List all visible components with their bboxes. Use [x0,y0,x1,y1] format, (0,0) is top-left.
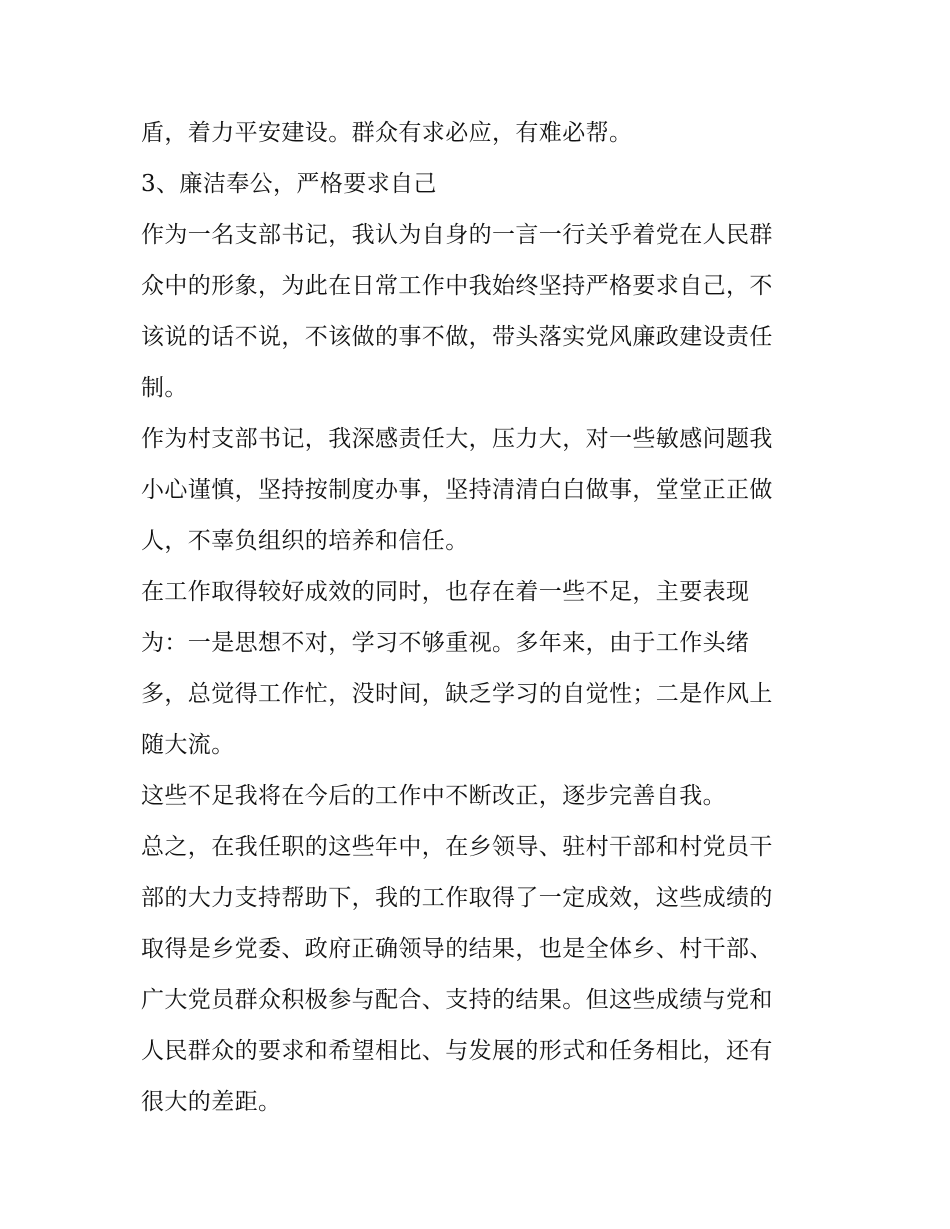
text-line: 为：一是思想不对，学习不够重视。多年来，由于工作头绪 [141,630,750,656]
text-line: 作为村支部书记，我深感责任大，压力大，对一些敏感问题我 [141,426,773,452]
section-heading: 3、廉洁奉公，严格要求自己 [141,171,437,197]
text-line: 制。 [141,375,188,401]
text-line: 人民群众的要求和希望相比、与发展的形式和任务相比，还有 [141,1038,773,1064]
text-line: 部的大力支持帮助下，我的工作取得了一定成效，这些成绩的 [141,885,773,911]
text-line: 小心谨慎，坚持按制度办事，坚持清清白白做事，堂堂正正做 [141,477,773,503]
text-line: 该说的话不说，不该做的事不做，带头落实党风廉政建设责任 [141,324,773,350]
text-line: 总之，在我任职的这些年中，在乡领导、驻村干部和村党员干 [141,834,773,860]
text-line: 盾，着力平安建设。群众有求必应，有难必帮。 [141,120,633,146]
text-line: 这些不足我将在今后的工作中不断改正，逐步完善自我。 [141,783,726,809]
document-body [141,108,821,1128]
text-line: 很大的差距。 [141,1089,282,1115]
text-line: 众中的形象，为此在日常工作中我始终坚持严格要求自己，不 [141,273,773,299]
text-line: 取得是乡党委、政府正确领导的结果，也是全体乡、村干部、 [141,936,773,962]
text-line: 广大党员群众积极参与配合、支持的结果。但这些成绩与党和 [141,987,773,1013]
text-line: 多，总觉得工作忙，没时间，缺乏学习的自觉性；二是作风上 [141,681,773,707]
text-line: 作为一名支部书记，我认为自身的一言一行关乎着党在人民群 [141,222,773,248]
text-line: 在工作取得较好成效的同时，也存在着一些不足，主要表现 [141,579,750,605]
text-line: 人，不辜负组织的培养和信任。 [141,528,469,554]
text-line: 随大流。 [141,732,235,758]
